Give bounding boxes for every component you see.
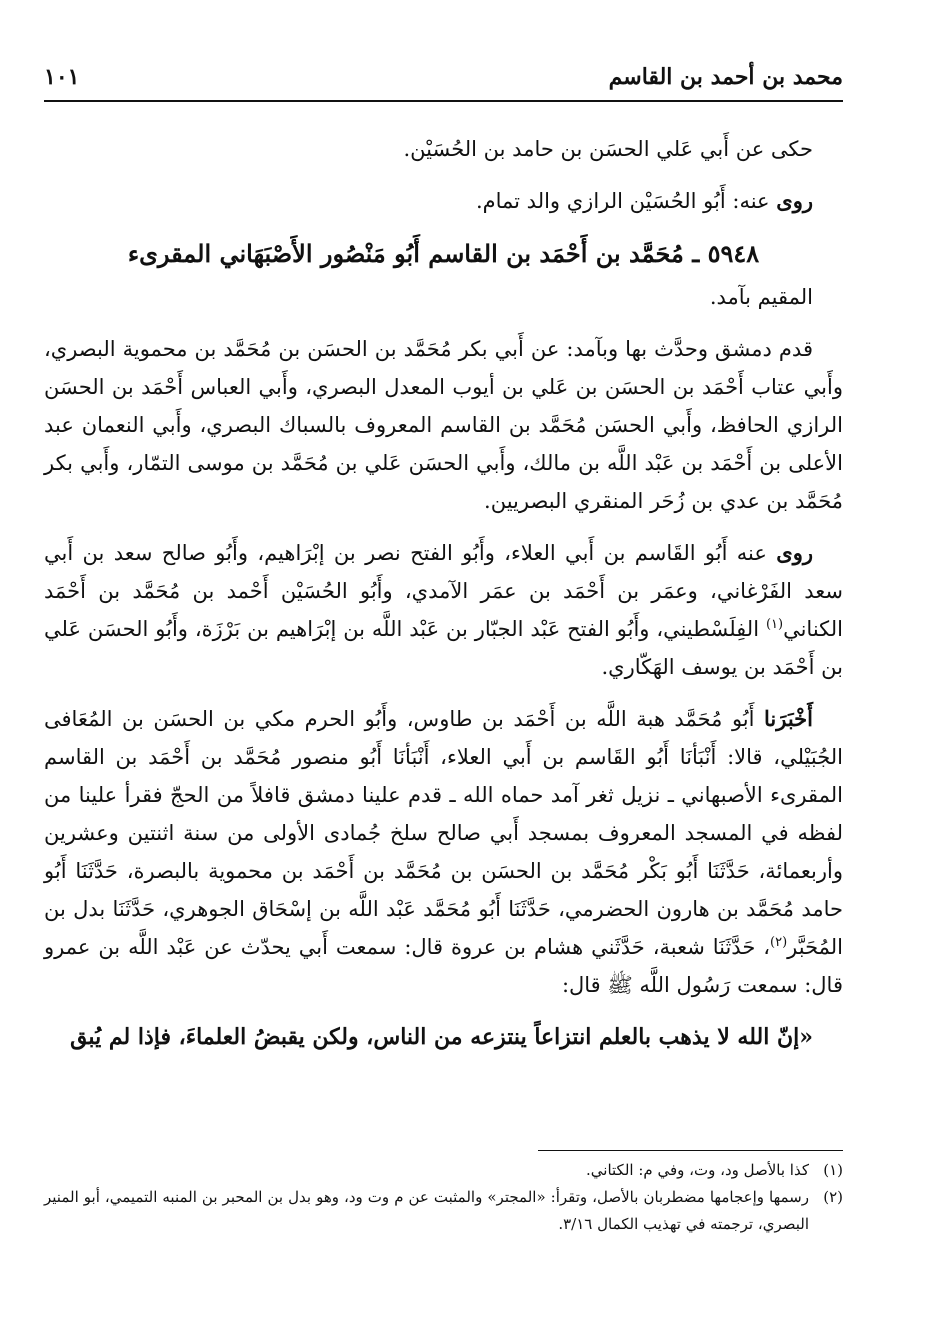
hadith-text: «إنّ الله لا يذهب بالعلم انتزاعاً ينتزعه من الناس، ولكن يقبضُ العلماءَ، فإذا لم يُبق bbox=[70, 1024, 813, 1050]
running-header bbox=[44, 56, 843, 102]
entry-title: ٥٩٤٨ ـ مُحَمَّد بن أَحْمَد بن القاسم أَبُو مَنْصُور الأَصْبَهَاني المقرىء bbox=[127, 239, 760, 268]
footnote-2-number: (٢) bbox=[823, 1188, 843, 1206]
entry-subtitle: المقيم بآمد. bbox=[709, 285, 813, 309]
paragraph-narrators bbox=[44, 534, 843, 686]
para3-part-a: أَبُو مُحَمَّد هبة اللَّه بن أَحْمَد بن طاوس، وأَبُو الحرم مكي بن الحسَن بن المُعَافى الجُبَيْلي، قالا: أَنْبَأنَا أَبُو القَاسم بن أَبي العلاء، أَنْبَأنَا أَبُو منصور مُحَمَّد بن أَحْمَد بن القاسم المقرىء الأصبهاني ـ نزيل ثغر آمد حماه الله ـ قدم علينا دمشق قافلاً من الحجّ فقرأ علينا من لفظه في المسجد المعروف بمسجد أَبي صالح سلخ جُمادى الأولى من سنة اثنتين وعشرين وأربعمائة، حَدَّثَنَا أَبُو بَكْر مُحَمَّد بن الحسَن بن مُحَمَّد بن أَحْمَد بن محموية بالبصرة، حَدَّثَنَا أَبُو حامد مُحَمَّد بن هارون الحضرمي، حَدَّثَنَا أَبُو مُحَمَّد عَبْد اللَّه بن إسْحَاق الجوهري، حَدَّثَنَا بدل بن المُحَبَّر bbox=[44, 707, 843, 959]
para3-part-b: ، حَدَّثَنَا شعبة، حَدَّثَني هشام بن عروة قال: سمعت أَبي يحدّث عن عَبْد اللَّه بن عمرو قال: سمعت رَسُول اللَّه ﷺ قال: bbox=[44, 935, 843, 997]
main-text bbox=[44, 130, 843, 1070]
paragraph-isnad bbox=[44, 700, 843, 1004]
footnote-1-text: كذا بالأصل ود، وت، وفي م: الكتاني. bbox=[586, 1161, 809, 1179]
paragraph-narrated-from: قدم دمشق وحدَّث بها وبآمد: عن أَبي بكر مُحَمَّد بن الحسَن بن مُحَمَّد بن محموية البصري، وأَبي عتاب أَحْمَد بن الحسَن بن عَلي بن أيوب المعدل البصري، وأَبي العباس أَحْمَد بن الحسَن الرازي الحافظ، وأَبي الحسَن مُحَمَّد بن القاسم المعروف بالسباك البصري، وأَبي النعمان عبد الأعلى بن أَحْمَد بن عَبْد اللَّه بن مالك، وأَبي الحسَن عَلي بن مُحَمَّد بن موسى التمّار، وأَبي بكر مُحَمَّد بن عدي بن زُحَر المنقري البصريين. bbox=[44, 337, 843, 513]
keyword-akhbarana: أَخْبَرَنا bbox=[764, 706, 813, 731]
line-rawa-text: عنه: أَبُو الحُسَيْن الرازي والد تمام. bbox=[475, 189, 777, 213]
footnote-ref-2[interactable]: (٢) bbox=[770, 935, 788, 950]
line-hikaya: حكى عن أَبي عَلي الحسَن بن حامد بن الحُسَيْن. bbox=[403, 137, 813, 161]
footnote-ref-1[interactable]: (١) bbox=[765, 617, 784, 632]
footnote-2-text: رسمها وإعجامها مضطربان بالأصل، وتقرأ: «المجتر» والمثبت عن م وت ود، وهو بدل بن المحبر بن المنبه التميمي، أبو المنير البصري، ترجمته في تهذيب الكمال ٣/١٦. bbox=[44, 1188, 809, 1233]
para2-part-a: عنه أَبُو القَاسم بن أَبي العلاء، وأَبُو الفتح نصر بن إبْرَاهيم، وأَبُو صالح سعد بن أَبي سعد الفَرْغاني، وعمَر بن أَحْمَد بن عمَر الآمدي، وأَبُو الحُسَيْن أَحْمد بن مُحَمَّد بن أَحْمَد الكناني bbox=[44, 541, 843, 641]
keyword-rawa-2: روى bbox=[776, 540, 813, 565]
footnote-2 bbox=[44, 1184, 843, 1238]
header-title: محمد بن أحمد بن القاسم bbox=[608, 64, 843, 90]
footnote-1-number: (١) bbox=[823, 1161, 843, 1179]
para2-part-b: الفِلَسْطيني، وأَبُو الفتح عَبْد الجبّار بن عَبْد اللَّه بن إبْرَاهيم بن بَرْزَة، وأَبُو الحسَن عَلي بن أَحْمَد بن يوسف الهَكّاري. bbox=[44, 617, 843, 679]
line-rawa bbox=[44, 182, 843, 220]
keyword-rawa: روى bbox=[776, 188, 813, 213]
footnote-1 bbox=[44, 1157, 843, 1184]
page-number: ١٠١ bbox=[44, 64, 80, 90]
footnotes bbox=[44, 1150, 843, 1238]
footnote-divider bbox=[538, 1150, 843, 1151]
